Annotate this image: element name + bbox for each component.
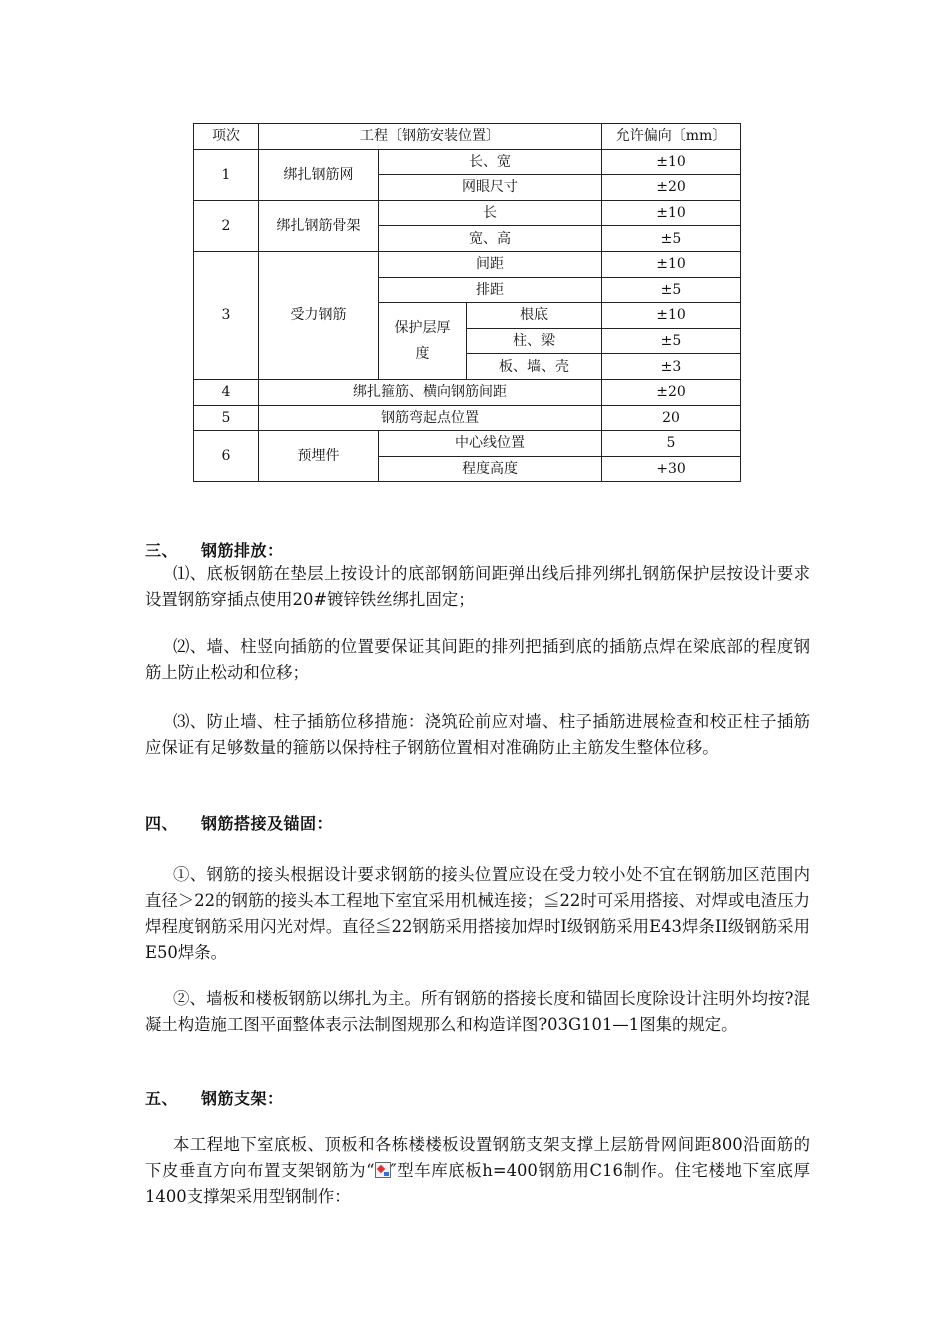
table-row [194, 379, 741, 405]
row-item: 板、墙、壳 [467, 354, 602, 380]
row-tolerance: 20 [602, 405, 741, 431]
paragraph [145, 1132, 810, 1210]
paragraph: ⑵、墙、柱竖向插筋的位置要保证其间距的排列把插到底的插筋点焊在梁底部的程度钢筋上防止松动和位移； [145, 637, 810, 682]
row-item: 柱、梁 [467, 328, 602, 354]
paragraph: ⑴、底板钢筋在垫层上按设计的底部钢筋间距弹出线后排列绑扎钢筋保护层按设计要求设置钢筋穿插点使用20#镀锌铁丝绑扎固定； [145, 564, 810, 609]
row-tolerance: 5 [602, 431, 741, 457]
row-category: 绑扎钢筋骨架 [259, 200, 379, 251]
row-no: 4 [194, 379, 259, 405]
section-title: 钢筋搭接及锚固： [201, 814, 334, 833]
row-no: 3 [194, 251, 259, 379]
row-category: 受力钢筋 [259, 251, 379, 379]
row-item: 长、宽 [379, 149, 602, 175]
row-item: 绑扎箍筋、横向钢筋间距 [259, 379, 602, 405]
row-tolerance: ±20 [602, 175, 741, 201]
header-tolerance: 允许偏向〔mm〕 [602, 124, 741, 150]
row-no: 1 [194, 149, 259, 200]
row-tolerance: ±5 [602, 328, 741, 354]
row-item: 宽、高 [379, 226, 602, 252]
row-tolerance: ±10 [602, 303, 741, 329]
row-tolerance: ±5 [602, 226, 741, 252]
row-tolerance: ±5 [602, 277, 741, 303]
row-item: 根底 [467, 303, 602, 329]
row-item: 程度高度 [379, 456, 602, 482]
section-number: 三、 [145, 541, 179, 560]
row-item: 网眼尺寸 [379, 175, 602, 201]
section-heading-4 [145, 811, 333, 834]
section-heading-5 [145, 1086, 284, 1109]
row-tolerance: +30 [602, 456, 741, 482]
row-item: 长 [379, 200, 602, 226]
tolerance-table [193, 123, 741, 482]
table-row [194, 200, 741, 226]
row-item: 中心线位置 [379, 431, 602, 457]
table-row [194, 431, 741, 457]
table-row [194, 405, 741, 431]
header-item: 工程〔钢筋安装位置〕 [259, 124, 602, 150]
section-heading-3 [145, 538, 284, 561]
row-tolerance: ±10 [602, 251, 741, 277]
paragraph-text: 本工程地下室底板、顶板和各栋楼楼板设置钢筋支架支撑上层筋骨网间距800沿面筋的下皮垂直方向布置支架钢筋为“ [145, 1135, 810, 1180]
row-tolerance: ±10 [602, 200, 741, 226]
row-category: 预埋件 [259, 431, 379, 482]
row-no: 5 [194, 405, 259, 431]
paragraph: ①、钢筋的接头根据设计要求钢筋的接头位置应设在受力较小处不宜在钢筋加区范围内直径＞22的钢筋的接头本工程地下室宜采用机械连接；≦22时可采用搭接、对焊或电渣压力焊程度钢筋采用闪光对焊。直径≦22钢筋采用搭接加焊时I级钢筋采用E43焊条II级钢筋采用E50焊条。 [145, 865, 810, 962]
section-title: 钢筋支架： [201, 1089, 284, 1108]
table-row [194, 149, 741, 175]
table-row [194, 251, 741, 277]
section-number: 四、 [145, 814, 179, 833]
cover-thickness-label: 保护层厚度 [394, 320, 451, 363]
paragraph: ②、墙板和楼板钢筋以绑扎为主。所有钢筋的搭接长度和锚固长度除设计注明外均按?混凝土构造施工图平面整体表示法制图规那么和构造详图?03G101—1图集的规定。 [145, 989, 810, 1034]
row-tolerance: ±10 [602, 149, 741, 175]
paragraph-text: ″型车库底板h=400钢筋用C16制作。住宅楼地下室底厚1400支撑架采用型钢制作： [145, 1161, 810, 1206]
row-tolerance: ±20 [602, 379, 741, 405]
row-tolerance: ±3 [602, 354, 741, 380]
table-header-row [194, 124, 741, 150]
row-subcategory [379, 303, 467, 380]
section-title: 钢筋排放： [201, 541, 284, 560]
broken-image-icon [375, 1162, 391, 1178]
row-item: 排距 [379, 277, 602, 303]
header-no: 项次 [194, 124, 259, 150]
row-category: 绑扎钢筋网 [259, 149, 379, 200]
row-no: 6 [194, 431, 259, 482]
row-no: 2 [194, 200, 259, 251]
paragraph: ⑶、防止墙、柱子插筋位移措施：浇筑砼前应对墙、柱子插筋进展检查和校正柱子插筋应保证有足够数量的箍筋以保持柱子钢筋位置相对准确防止主筋发生整体位移。 [145, 712, 810, 757]
row-item: 间距 [379, 251, 602, 277]
row-item: 钢筋弯起点位置 [259, 405, 602, 431]
section-number: 五、 [145, 1089, 179, 1108]
